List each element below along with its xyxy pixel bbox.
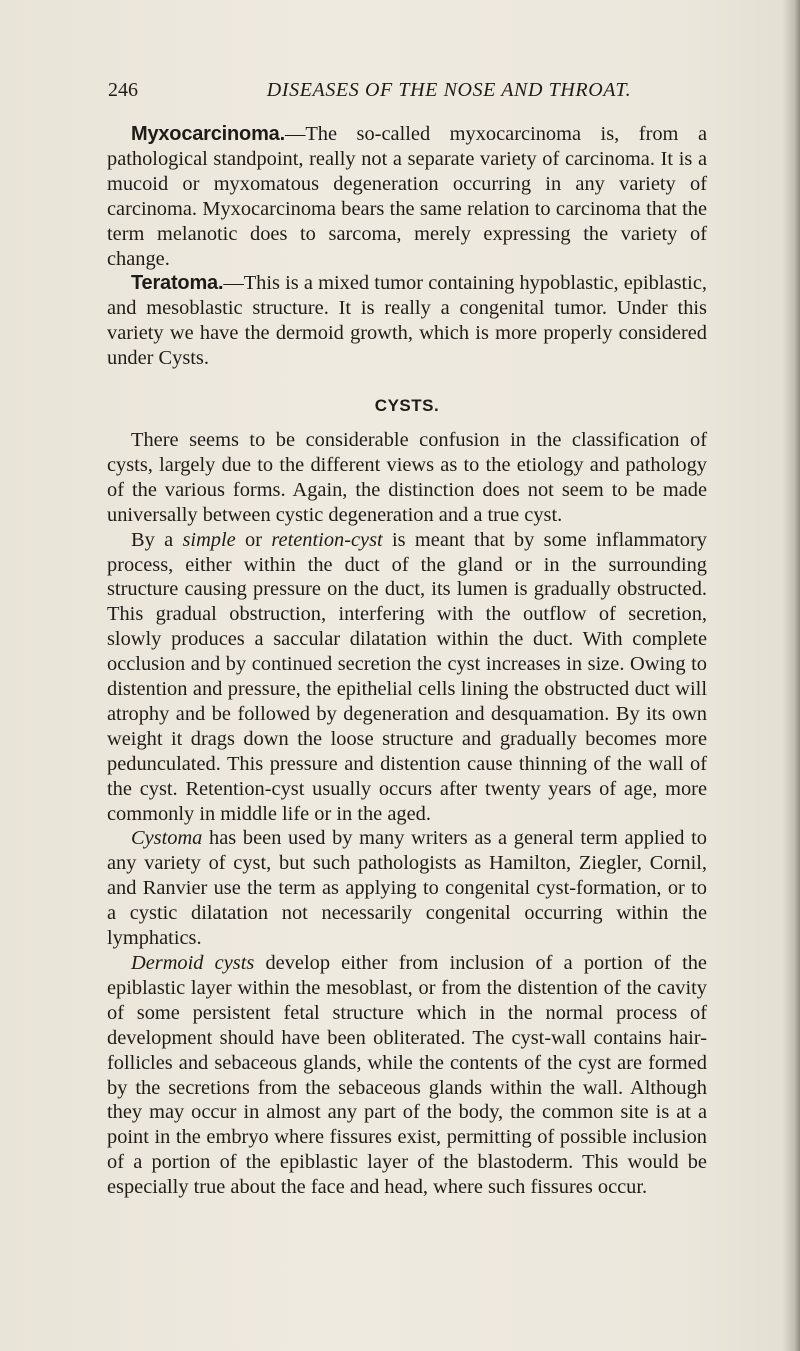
page-number: 246 (108, 79, 138, 101)
paragraph-myxocarcinoma (107, 122, 707, 271)
paragraph-simple-cyst (107, 528, 707, 827)
term-retention-cyst: retention-cyst (271, 528, 383, 551)
term-myxocarcinoma: Myxocarcinoma. (131, 123, 285, 145)
text-block (107, 122, 707, 1200)
term-teratoma: Teratoma. (131, 272, 224, 295)
paragraph-dermoid-cysts (107, 951, 707, 1200)
paragraph-teratoma (107, 271, 707, 371)
paragraph-cystoma (107, 826, 707, 951)
cystoma-text: has been used by many writers as a general term applied to any variety of cyst, but such pathologists as Hamilton, Ziegler, Cornil, and Ranvier use the term as applying to congenital cyst-formation, or to a cystic dilatation not necessarily congenital occurring within the lymphatics. (107, 827, 707, 950)
paragraph-cysts-intro: There seems to be considerable confusion in the classification of cysts, largely due to the different views as to the etiology and pathology of the various forms. Again, the distinction does not seem to be made universally between cystic degeneration and a true cyst. (107, 428, 707, 526)
simple-or: or (245, 528, 263, 551)
term-dermoid-cysts: Dermoid cysts (131, 952, 255, 974)
simple-lead: By a (131, 528, 174, 551)
term-cystoma: Cystoma (131, 827, 203, 850)
teratoma-text: —This is a mixed tumor containing hypoblastic, epiblastic, and mesoblastic structure. It is really a congenital tumor. Under this variety we have the dermoid growth, which is more properly considered under Cysts. (107, 272, 707, 370)
page-edge-shadow (782, 0, 800, 1351)
dermoid-cysts-text: develop either from inclusion of a portion of the epiblastic layer within the mesoblast, or from the distention of the cavity of some persistent fetal structure which in the normal process of development should have been obliterated. The cyst-wall contains hair-follicles and sebaceous glands, while the contents of the cyst are formed by the secretions from the sebaceous glands within the wall. Although they may occur in almost any part of the body, the common site is at a point in the embryo where fissures exist, permitting of possible inclusion of a portion of the epiblastic layer of the blastoderm. This would be especially true about the face and head, where such fissures occur. (107, 952, 707, 1199)
term-simple: simple (182, 528, 236, 551)
myxocarcinoma-text: —The so-called myxocarcinoma is, from a pathological standpoint, really not a separate variety of carcinoma. It is a mucoid or myxomatous degeneration occurring in any variety of carcinoma. Myxocarcinoma bears the same relation to carcinoma that the term melanotic does to sarcoma, merely expressing the variety of change. (107, 123, 707, 270)
running-head (108, 79, 708, 107)
running-title: DISEASES OF THE NOSE AND THROAT. (266, 79, 632, 101)
section-heading-cysts: CYSTS. (374, 396, 440, 416)
simple-cyst-text: is meant that by some inflammatory process, either within the duct of the gland or in the surrounding structure causing pressure on the duct, its lumen is gradually obstructed. This gradual obstruction, interfering with the outflow of secretion, slowly produces a saccular dilatation within the duct. With complete occlusion and by continued secretion the cyst increases in size. Owing to distention and pressure, the epithelial cells lining the obstructed duct will atrophy and be followed by degeneration and desquamation. By its own weight it drags down the loose structure and gradually becomes more pedunculated. This pressure and distention cause thinning of the wall of the cyst. Retention-cyst usually occurs after twenty years of age, more commonly in middle life or in the aged. (107, 528, 707, 825)
